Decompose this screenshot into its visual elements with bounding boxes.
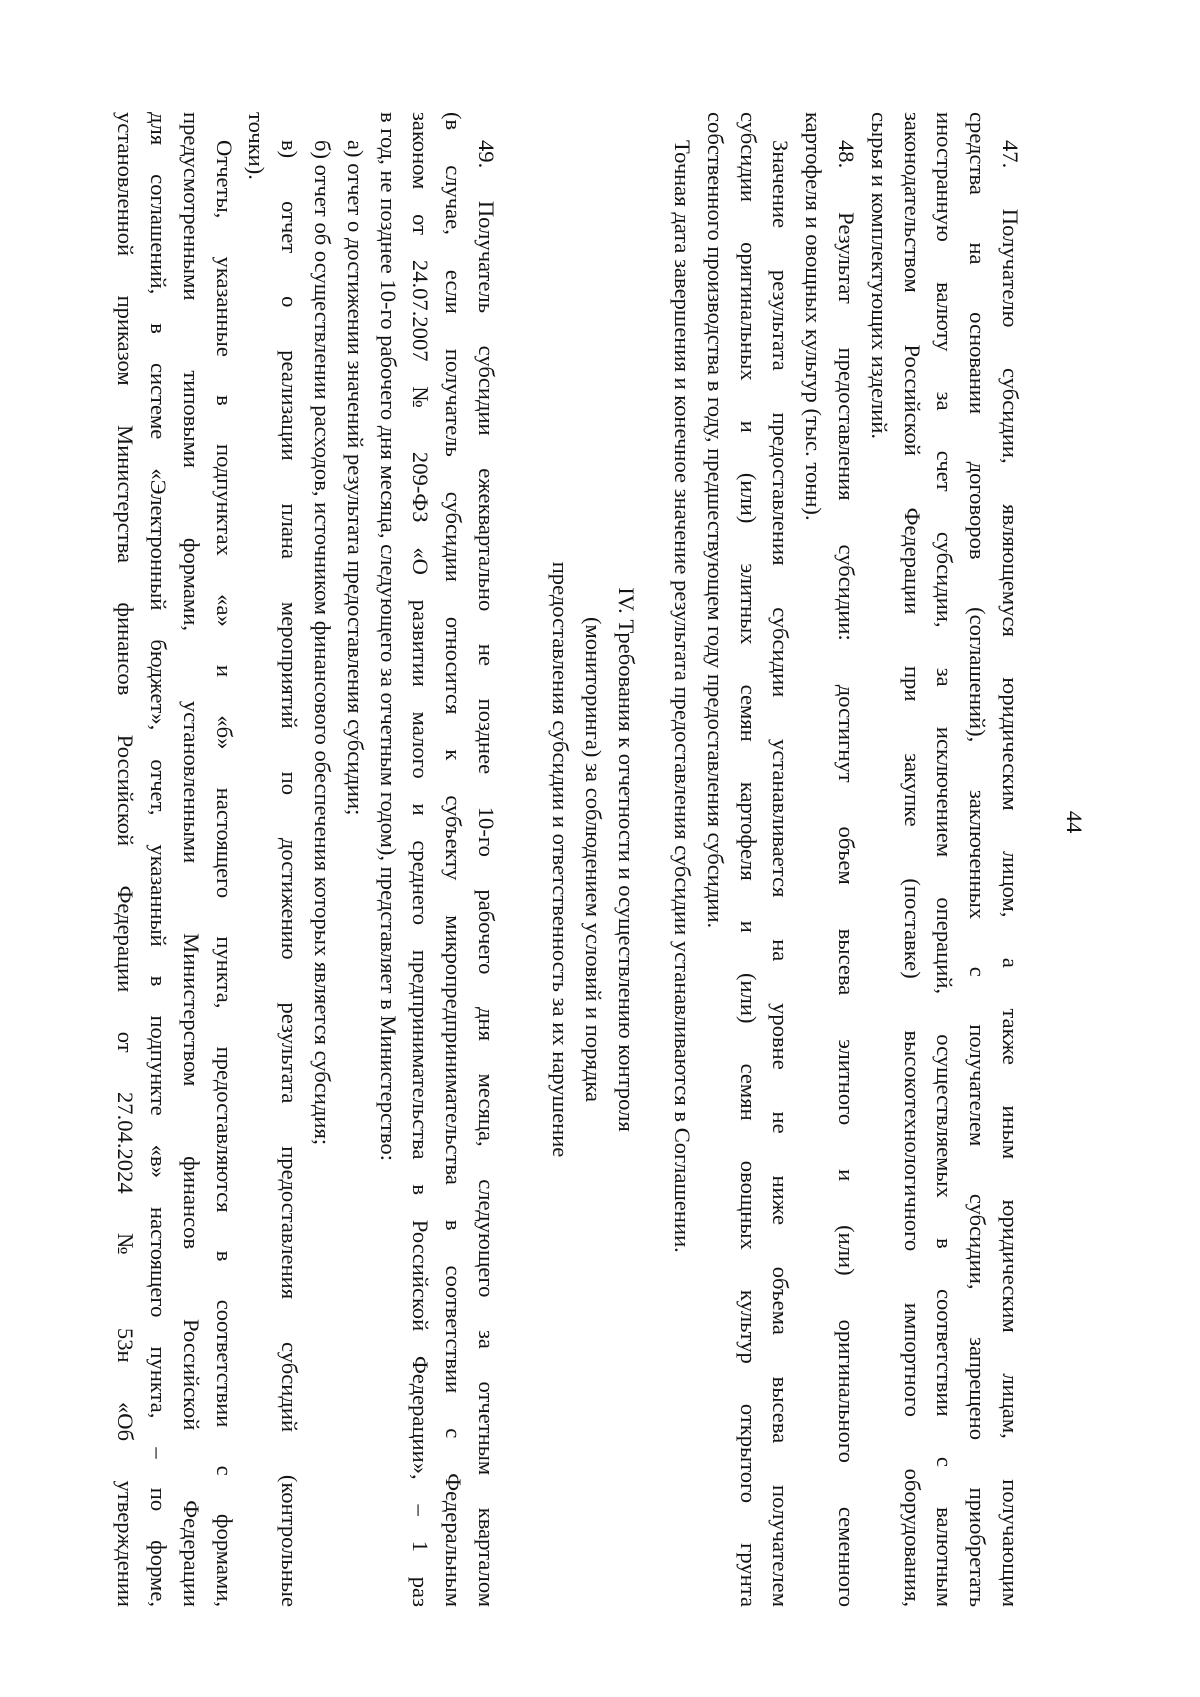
body-text-line: законодательством Российской Федерации при закупке (поставке) высокотехнологичного импортного оборудования, [899, 112, 925, 1607]
body-text-line: средства на основании договоров (соглашений), заключенных с получателем субсидии, запрещено приобретать [965, 112, 991, 1607]
paragraph-49 [108, 112, 502, 1607]
body-text-line: для соглашений, в системе «Электронный бюджет», отчет, указанный в подпункте «в» настоящего пункта, – по форме, [146, 112, 172, 1607]
body-text-line: предусмотренными типовыми формами, установленными Министерством финансов Российской Федерации [178, 112, 204, 1607]
body-text-line: установленной приказом Министерства финансов Российской Федерации от 27.04.2024 № 53н «Об утверждении [113, 112, 139, 1607]
body-text-line: иностранную валюту за счет субсидии, за исключением операций, осуществляемых в соответствии с валютным [932, 112, 958, 1607]
body-text-line: картофеля и овощных культур (тыс. тонн). [801, 112, 827, 521]
body-text-line: собственного производства в году, предшествующем году предоставления субсидии. [702, 112, 728, 929]
body-text-line: законом от 24.07.2007 № 209-ФЗ «О развитии малого и среднего предпринимательства в Российской Федерации», – 1 раз [408, 112, 434, 1607]
section-heading [544, 112, 642, 1607]
rotated-document-page [113, 112, 1090, 1607]
paragraphs-47-48 [665, 112, 1026, 1607]
page-number: 44 [1062, 810, 1087, 834]
section-heading-line: предоставления субсидии и ответственность за их нарушение [548, 561, 574, 1158]
body-text-line: в) отчет о реализации плана мероприятий по достижению результата предоставления субсидий (контрольные [277, 140, 303, 1607]
body-text-line: субсидии оригинальных и (или) элитных семян картофеля и (или) семян овощных культур открытого грунта [735, 112, 761, 1607]
body-text-line: б) отчет об осуществлении расходов, источником финансового обеспечения которых является субсидия; [310, 140, 336, 1146]
body-text-line: (в случае, если получатель субсидии относится к субъекту микропредпринимательства в соответствии с Федеральным [441, 112, 467, 1607]
body-text-line: точки). [244, 112, 270, 180]
body-text-line: сырья и комплектующих изделий. [866, 112, 892, 440]
body-text-line: Отчеты, указанные в подпунктах «а» и «б» настоящего пункта, предоставляются в соответствии с формами, [211, 140, 237, 1607]
body-text-line: 49. Получатель субсидии ежеквартально не позднее 10-го рабочего дня месяца, следующего за отчетным кварталом [474, 140, 499, 1607]
body-text-line: 48. Результат предоставления субсидии: достигнут объем высева элитного и (или) оригинального семенного [834, 140, 860, 1607]
body-text-line: а) отчет о достижении значений результата предоставления субсидии; [342, 140, 368, 816]
body-text-line: в год, не позднее 10-го рабочего дня месяца, следующего за отчетным годом), представляет в Министерство: [375, 112, 401, 1161]
body-text-line: 47. Получателю субсидии, являющемуся юридическим лицом, а также иным юридическим лицам, получающим [998, 140, 1023, 1607]
section-heading-line: IV. Требования к отчетности и осуществлению контроля [614, 587, 639, 1132]
body-text-line: Точная дата завершения и конечное значение результата предоставления субсидии устанавливаются в Соглашении. [670, 140, 696, 1253]
body-text-line: Значение результата предоставления субсидии устанавливается на уровне не ниже объема высева получателем [768, 140, 794, 1607]
section-heading-line: (мониторинга) за соблюдением условий и порядка [581, 616, 607, 1103]
